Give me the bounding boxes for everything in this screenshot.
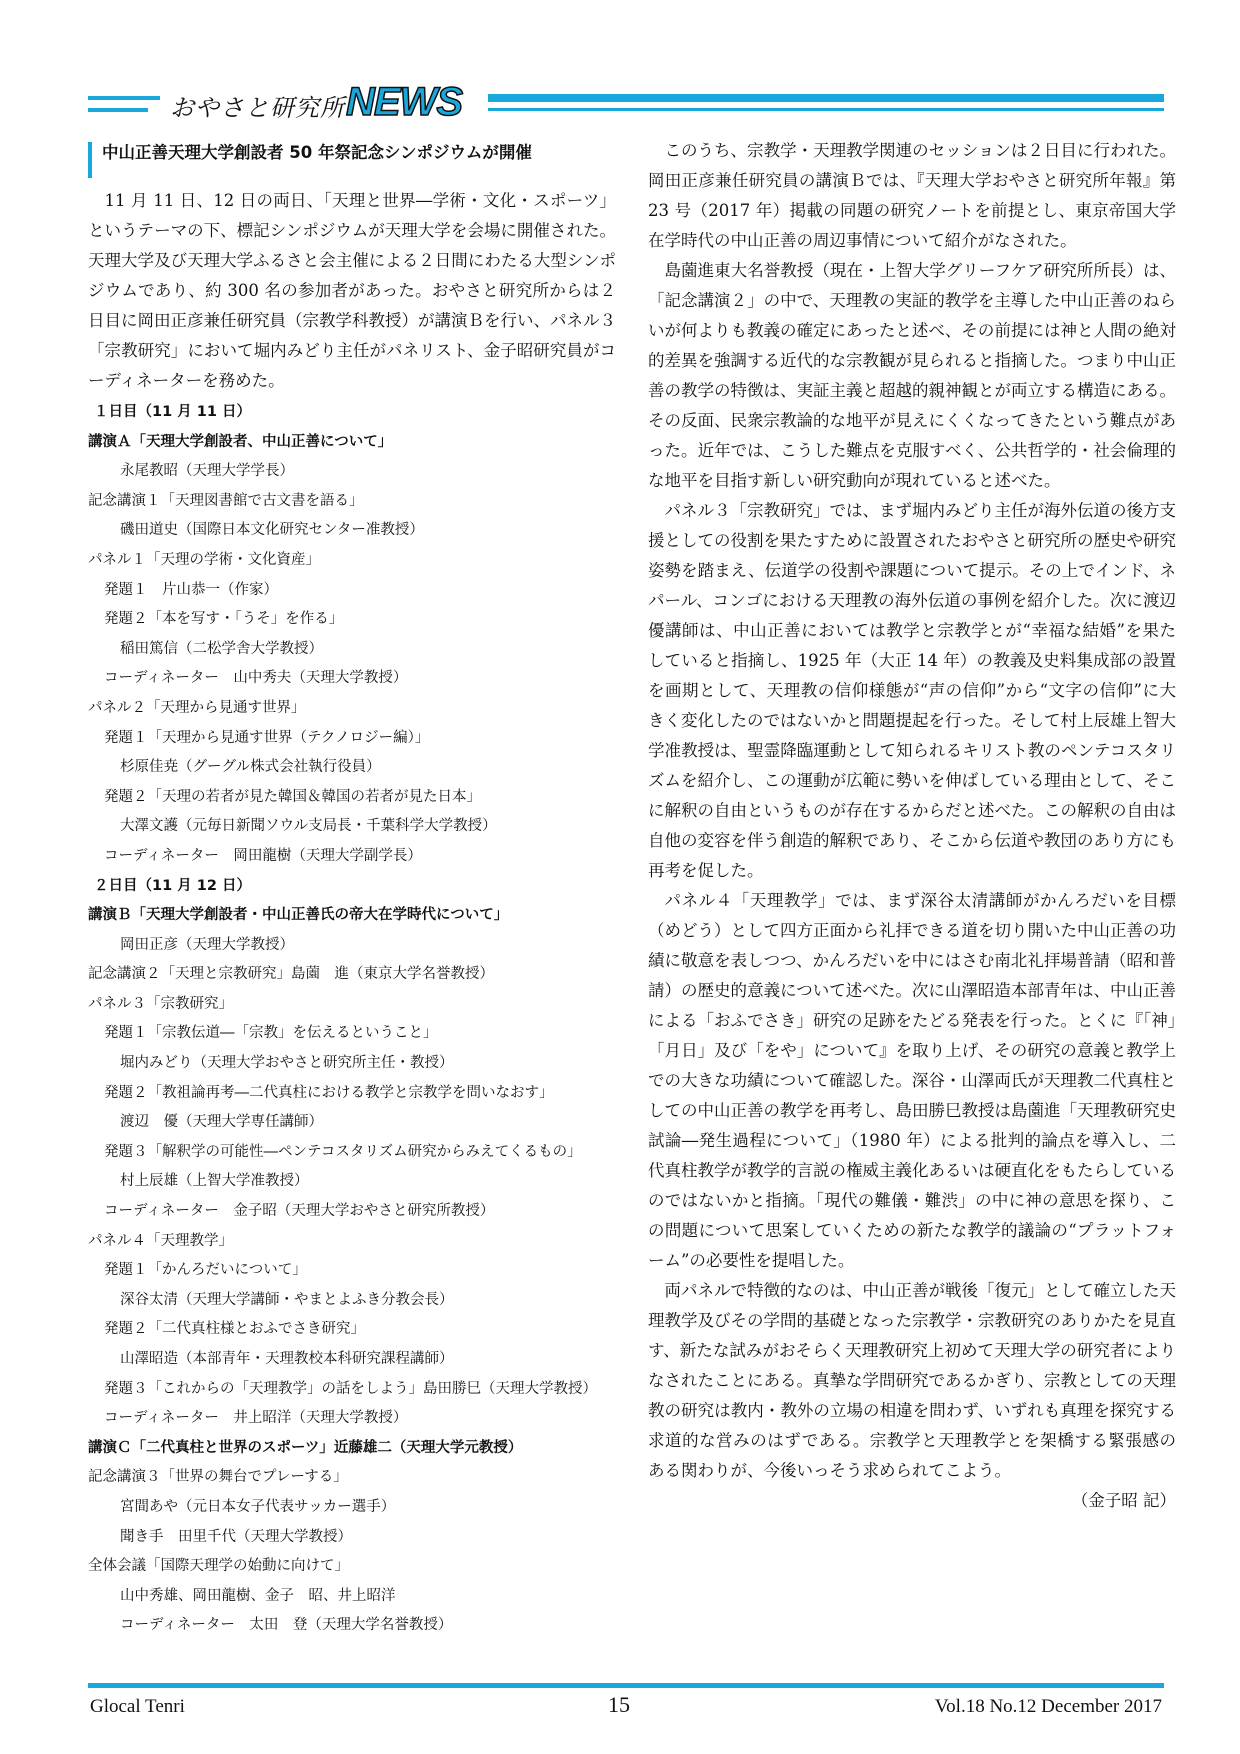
program-line: 全体会議「国際天理学の始動に向けて」 <box>88 1558 349 1575</box>
program-line: 堀内みどり（天理大学おやさと研究所主任・教授） <box>120 1055 454 1072</box>
program-line: 記念講演１「天理図書館で古文書を語る」 <box>88 492 364 509</box>
masthead-org: おやさと研究所 <box>170 94 345 122</box>
program-line: 渡辺 優（天理大学専任講師） <box>120 1114 323 1131</box>
program-line: 岡田正彦（天理大学教授） <box>120 936 294 953</box>
program-line: コーディネーター 山中秀夫（天理大学教授） <box>104 670 408 687</box>
program-line: 発題２「本を写す・「うそ」を作る」 <box>104 611 344 628</box>
body-paragraph-5: 両パネルで特徴的なのは、中山正善が戦後「復元」として確立した天理教学及びその学問的基礎となった宗教学・宗教研究のありかたを見直す、新たな試みがおそらく天理教研究上初めて天理大学の研究者によりなされたことにある。真摯な学問研究であるかぎり、宗教としての天理教の研究は教内・教外の立場の相違を問わず、いずれも真理を探究する求道的な営みのはずである。宗教学と天理教学とを架橋する緊張感のある関わりが、今後いっそう求められてこよう。 <box>648 1281 1176 1480</box>
article-headline: 中山正善天理大学創設者 50 年祭記念シンポジウムが開催 <box>88 140 616 166</box>
program-line: パネル１「天理の学術・文化資産」 <box>88 551 320 568</box>
program-line: ２日目（11 月 12 日） <box>94 877 252 894</box>
left-column <box>88 136 616 1641</box>
program-line: 山中秀雄、岡田龍樹、金子 昭、井上昭洋 <box>120 1587 396 1604</box>
masthead-rule-left <box>88 96 160 100</box>
program-line: 発題３「これからの「天理教学」の話をしよう」島田勝巳（天理大学教授） <box>104 1380 597 1397</box>
program-line: 発題１「かんろだいについて」 <box>104 1262 307 1279</box>
program-line: コーディネーター 井上昭洋（天理大学教授） <box>104 1410 408 1427</box>
program-line: パネル２「天理から見通す世界」 <box>88 699 306 716</box>
program-line: 磯田道史（国際日本文化研究センター准教授） <box>120 522 424 539</box>
program-line: コーディネーター 金子昭（天理大学おやさと研究所教授） <box>104 1203 495 1220</box>
footer-rule <box>88 1683 1164 1688</box>
masthead <box>88 80 1164 126</box>
program-line: 講演Ｃ「二代真柱と世界のスポーツ」近藤雄二（天理大学元教授） <box>88 1439 523 1456</box>
article-intro: 11 月 11 日、12 日の両日、「天理と世界―学術・文化・スポーツ」というテーマの下、標記シンポジウムが天理大学を会場に開催された。天理大学及び天理大学ふるさと会主催による２日間にわたる大型シンポジウムであり、約 300 名の参加者があった。おやさと研究所からは２日目に岡田正彦兼任研究員（宗教学科教授）が講演Ｂを行い、パネル３「宗教研究」において堀内みどり主任がパネリスト、金子昭研究員がコーディネーターを務めた。 <box>88 191 616 390</box>
body-paragraph-4: パネル４「天理教学」では、まず深谷太清講師がかんろだいを目標（めどう）として四方正面から礼拝できる道を切り開いた中山正善の功績に敬意を表しつつ、かんろだいを中にはさむ南北礼拝場普請（昭和普請）の歴史的意義について述べた。次に山澤昭造本部青年は、中山正善による「おふでさき」研究の足跡をたどる発表を行った。とくに『「神」「月日」及び「をや」について』を取り上げ、その研究の意義と教学上での大きな功績について確認した。深谷・山澤両氏が天理教二代真柱としての中山正善の教学を再考し、島田勝巳教授は島薗進「天理教研究史試論―発生過程について」（1980 年）による批判的論点を導入し、二代真柱教学が教学的言説の権威主義化あるいは硬直化をもたらしているのではないかと指摘。「現代の難儀・難渋」の中に神の意思を探り、この問題について思案していくための新たな教学的議論の“プラットフォーム”の必要性を提唱した。 <box>648 891 1176 1270</box>
program-line: 発題１ 片山恭一（作家） <box>104 581 278 598</box>
footer-issue: Vol.18 No.12 December 2017 <box>934 1696 1162 1717</box>
program-line: コーディネーター 岡田龍樹（天理大学副学長） <box>104 847 422 864</box>
program-line: 大澤文護（元毎日新聞ソウル支局長・千葉科学大学教授） <box>120 818 497 835</box>
program-list <box>88 398 616 1641</box>
program-line: 深谷太清（天理大学講師・やまとよふき分教会長） <box>120 1291 454 1308</box>
program-line: 山澤昭造（本部青年・天理教校本科研究課程講師） <box>120 1351 454 1367</box>
footer-publication: Glocal Tenri <box>90 1696 185 1717</box>
program-line: 宮間あや（元日本女子代表サッカー選手） <box>120 1498 396 1515</box>
program-line: 永尾教昭（天理大学学長） <box>120 463 294 480</box>
program-line: 講演Ａ「天理大学創設者、中山正善について」 <box>88 433 393 450</box>
masthead-rule-right-thin <box>488 108 1164 111</box>
program-line: 記念講演３「世界の舞台でプレーする」 <box>88 1469 348 1486</box>
program-line: 発題１「天理から見通す世界（テクノロジー編）」 <box>104 729 430 746</box>
program-line: 記念講演２「天理と宗教研究」島薗 進（東京大学名誉教授） <box>88 966 494 983</box>
right-column <box>648 136 1176 1516</box>
program-line: コーディネーター 太田 登（天理大学名誉教授） <box>120 1617 453 1634</box>
program-line: 聞き手 田里千代（天理大学教授） <box>120 1528 352 1545</box>
program-line: 稲田篤信（二松学舎大学教授） <box>120 640 323 657</box>
program-line: 杉原佳尭（グーグル株式会社執行役員） <box>120 759 381 776</box>
program-line: 村上辰雄（上智大学准教授） <box>120 1173 309 1190</box>
page-number: 15 <box>608 1692 630 1717</box>
body-paragraph-1: このうち、宗教学・天理教学関連のセッションは２日目に行われた。岡田正彦兼任研究員の講演Ｂでは、『天理大学おやさと研究所年報』第 23 号（2017 年）掲載の同題の研究ノートを前提とし、東京帝国大学在学時代の中山正善の周辺事情について紹介がなされた。 <box>648 141 1176 250</box>
program-line: 発題３「解釈学の可能性―ペンテコスタリズム研究からみえてくるもの」 <box>104 1143 582 1160</box>
body-paragraph-3: パネル３「宗教研究」では、まず堀内みどり主任が海外伝道の後方支援としての役割を果たすために設置されたおやさと研究所の歴史や研究姿勢を踏まえ、伝道学の役割や課題について提示。その上でインド、ネパール、コンゴにおける天理教の海外伝道の事例を紹介した。次に渡辺優講師は、中山正善においては教学と宗教学とが“幸福な結婚”を果たしていると指摘し、1925 年（大正 14 年）の教義及史料集成部の設置を画期として、天理教の信仰様態が“声の信仰”から“文字の信仰”に大きく変化したのではないかと問題提起を行った。そして村上辰雄上智大学准教授は、聖霊降臨運動として知られるキリスト教のペンテコスタリズムを紹介し、この運動が広範に勢いを伸ばしている理由として、そこに解釈の自由というものが存在するからだと述べた。この解釈の自由は自他の変容を伴う創造的解釈であり、そこから伝道や教団のあり方にも再考を促した。 <box>648 501 1176 880</box>
masthead-rule-left-thin <box>88 108 148 112</box>
program-line: パネル４「天理教学」 <box>88 1232 233 1249</box>
program-line: 発題１「宗教伝道―「宗教」を伝えるということ」 <box>104 1025 438 1042</box>
program-line: １日目（11 月 11 日） <box>94 404 252 420</box>
program-line: 講演Ｂ「天理大学創設者・中山正善氏の帝大在学時代について」 <box>88 907 509 924</box>
masthead-rule-right <box>488 94 1164 102</box>
signoff: （金子昭 記） <box>1071 1491 1176 1510</box>
body-paragraph-2: 島薗進東大名誉教授（現在・上智大学グリーフケア研究所所長）は、「記念講演２」の中で、天理教の実証的教学を主導した中山正善のねらいが何よりも教義の確定にあったと述べ、その前提には神と人間の絶対的差異を強調する近代的な宗教観が見られると指摘した。つまり中山正善の教学の特徴は、実証主義と超越的親神観とが両立する構造にある。その反面、民衆宗教論的な地平が見えにくくなってきたという難点があった。近年では、こうした難点を克服すべく、公共哲学的・社会倫理的な地平を目指す新しい研究動向が現れていると述べた。 <box>648 261 1176 490</box>
program-line: 発題２「教祖論再考―二代真柱における教学と宗教学を問いなおす」 <box>104 1084 554 1101</box>
program-line: パネル３「宗教研究」 <box>88 995 233 1012</box>
program-line: 発題２「天理の若者が見た韓国＆韓国の若者が見た日本」 <box>104 788 481 805</box>
program-line: 発題２「二代真柱様とおふでさき研究」 <box>104 1321 365 1338</box>
masthead-news-logo: NEWS <box>346 80 462 124</box>
